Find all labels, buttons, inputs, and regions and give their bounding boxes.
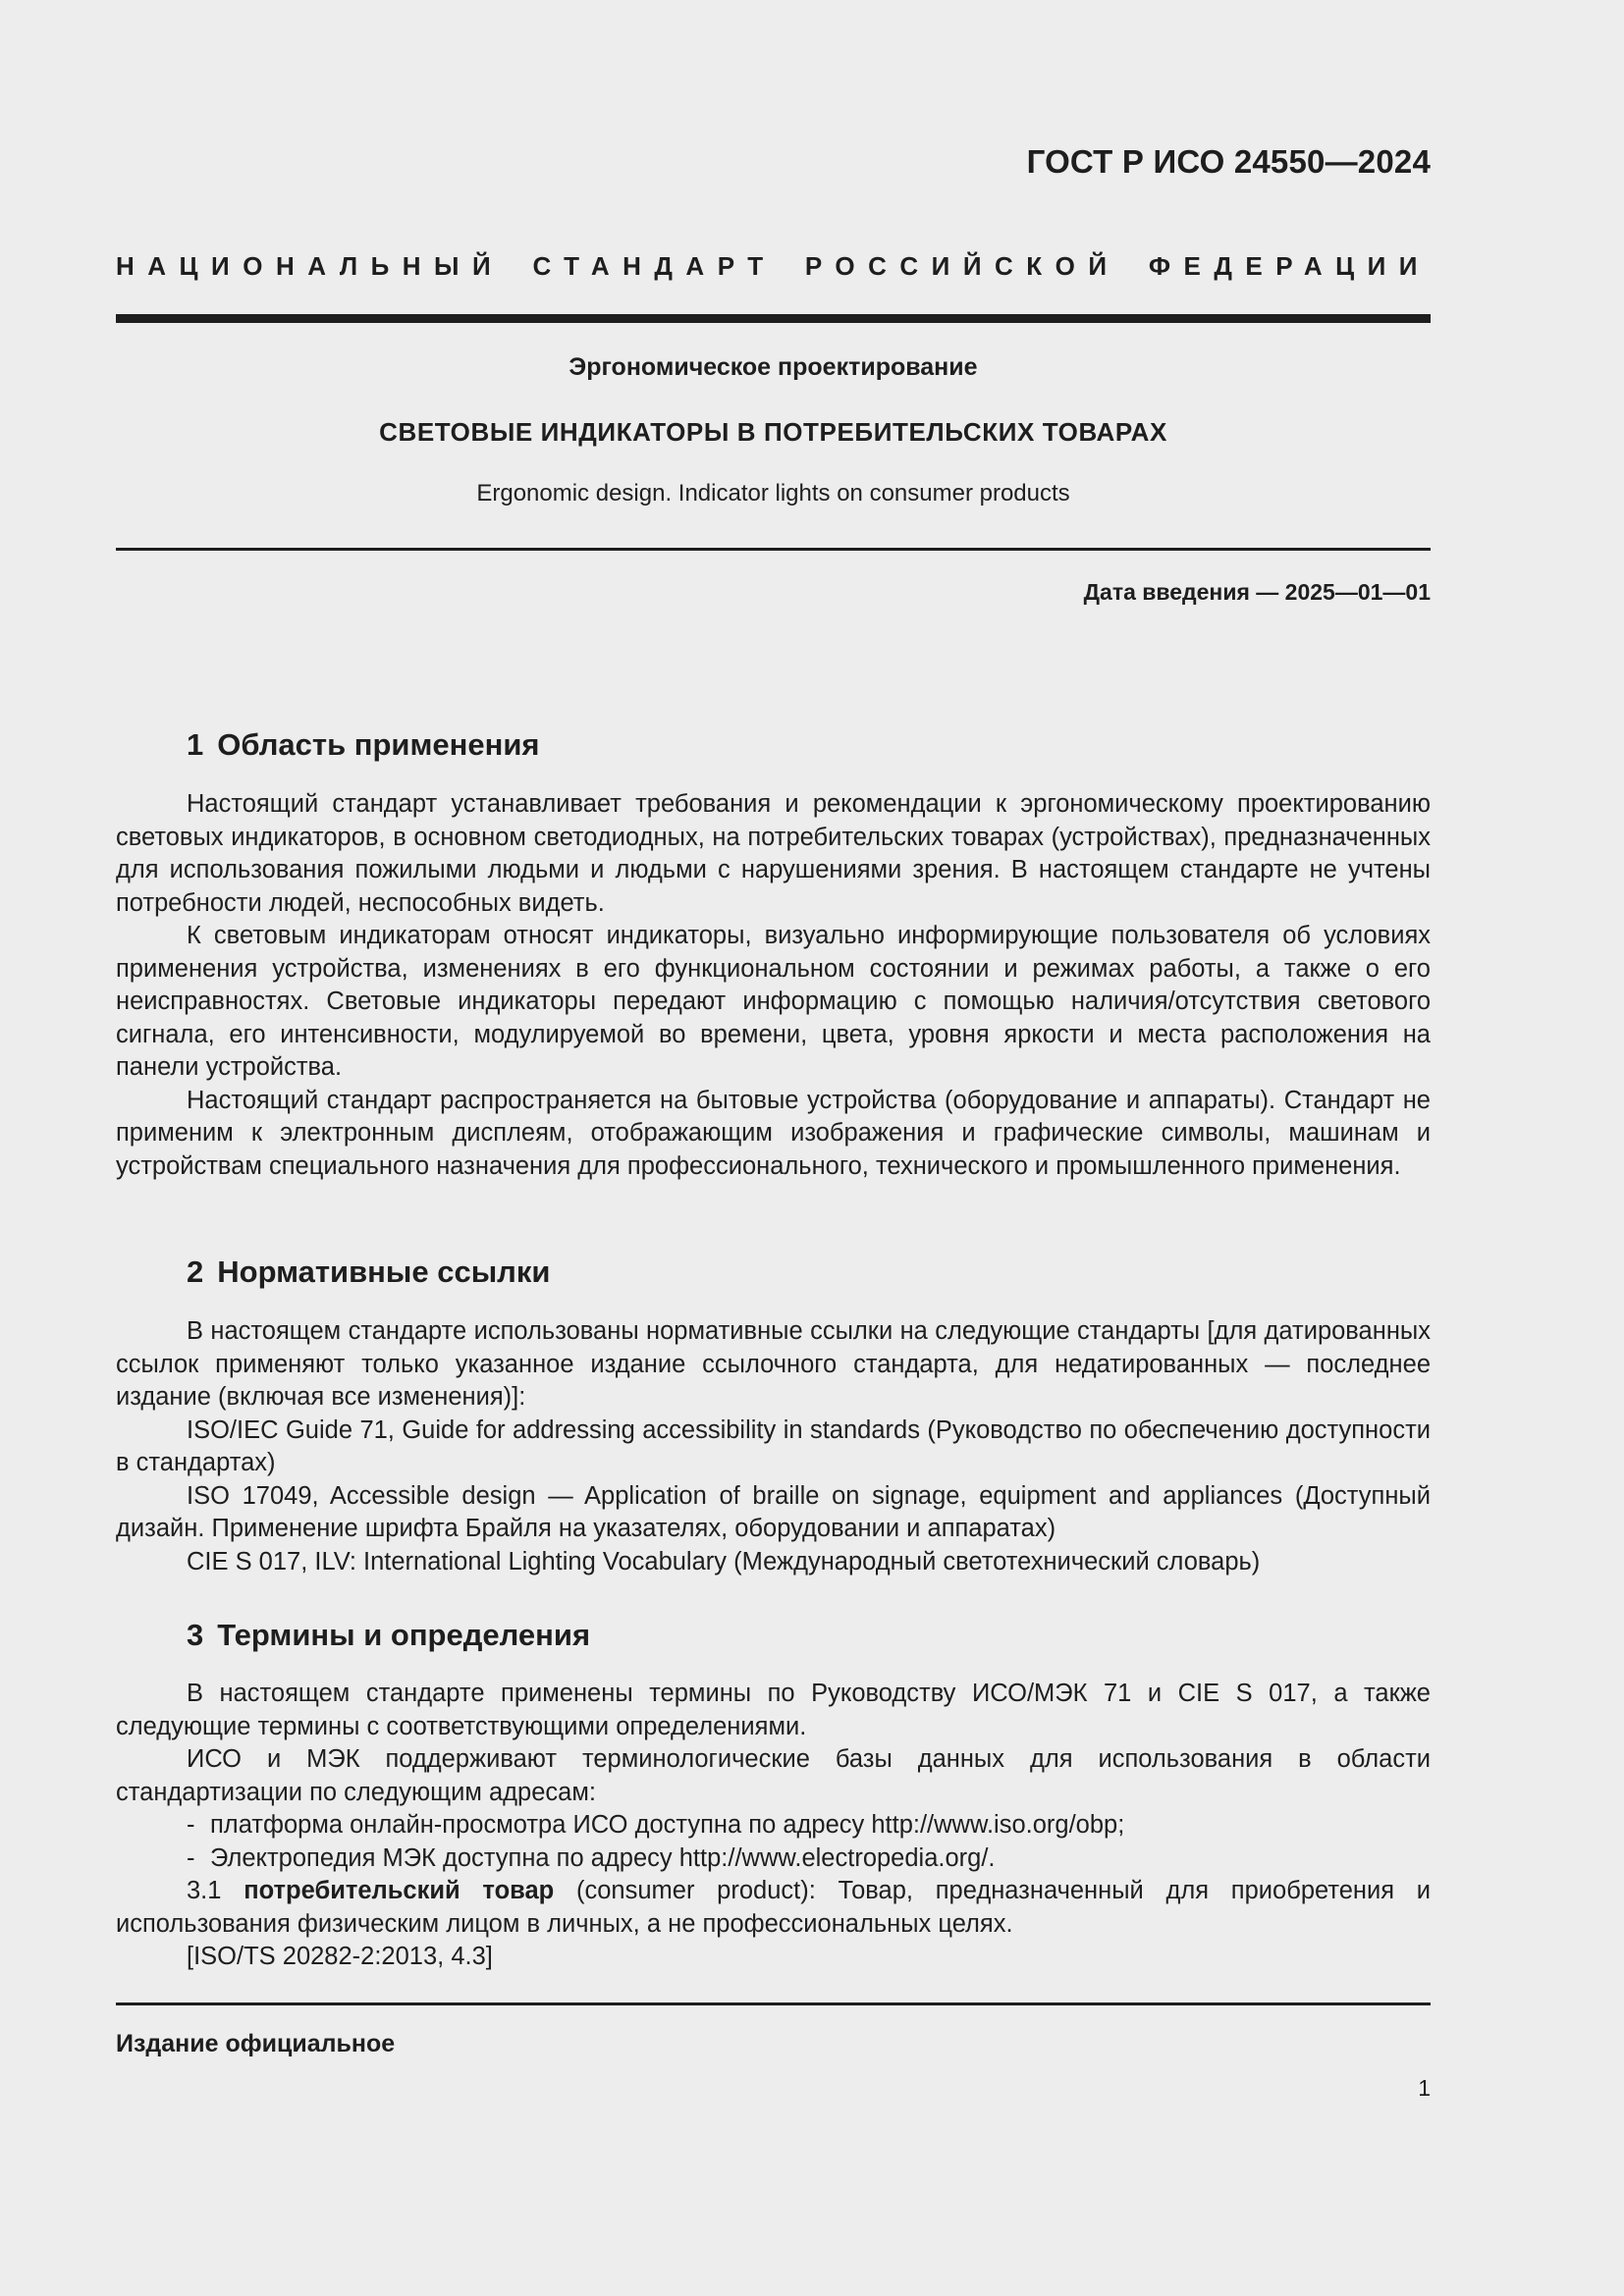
banner-word: ФЕДЕРАЦИИ bbox=[1148, 251, 1431, 281]
normative-reference: ISO 17049, Accessible design — Application of braille on signage, equipment and appliances (Доступный дизайн. Применение шрифта Брайля на указателях, оборудовании и аппаратах) bbox=[116, 1481, 1431, 1542]
paragraph: В настоящем стандарте применены термины по Руководству ИСО/МЭК 71 и CIE S 017, а также следующие термины с соответствующими определениями. bbox=[116, 1680, 1431, 1740]
section-number: 2 bbox=[187, 1255, 204, 1289]
header-divider bbox=[116, 314, 1431, 323]
banner-word: РОССИЙСКОЙ bbox=[804, 251, 1120, 281]
list-item: - Электропедия МЭК доступна по адресу http://www.electropedia.org/. bbox=[187, 1843, 996, 1872]
term-definition: (consumer product): Товар, предназначенный для приобретения и использования физическим лицом в личных, а не профессиональных целях. bbox=[116, 1877, 1432, 1938]
normative-reference: ISO/IEC Guide 71, Guide for addressing accessibility in standards (Руководство по обеспечению доступности в стандартах) bbox=[116, 1415, 1431, 1476]
section-number: 1 bbox=[187, 727, 204, 762]
term-source: [ISO/TS 20282-2:2013, 4.3] bbox=[187, 1943, 493, 1970]
section-body bbox=[116, 1315, 1431, 1578]
term-number: 3.1 bbox=[187, 1877, 222, 1904]
official-edition-label: Издание официальное bbox=[116, 2030, 396, 2057]
term-name: потребительский товар bbox=[244, 1877, 555, 1904]
list-item-text: Электропедия МЭК доступна по адресу http://www.electropedia.org/. bbox=[210, 1843, 996, 1872]
page-number: 1 bbox=[1418, 2075, 1431, 2101]
paragraph: ИСО и МЭК поддерживают терминологические базы данных для использования в области стандартизации по следующим адресам: bbox=[116, 1745, 1431, 1806]
list-item: - платформа онлайн-просмотра ИСО доступна по адресу http://www.iso.org/obp; bbox=[187, 1811, 1125, 1839]
standard-designation: ГОСТ Р ИСО 24550—2024 bbox=[1026, 143, 1431, 180]
section-body bbox=[116, 1678, 1431, 1974]
paragraph: В настоящем стандарте использованы нормативные ссылки на следующие стандарты [для датированных ссылок применяют только указанное издание ссылочного стандарта, для недатированных — последнее издание (включая все изменения)]: bbox=[116, 1317, 1431, 1411]
section-body bbox=[116, 788, 1431, 1183]
term-entry bbox=[116, 1875, 1431, 1941]
section-number: 3 bbox=[187, 1618, 204, 1652]
document-title: СВЕТОВЫЕ ИНДИКАТОРЫ В ПОТРЕБИТЕЛЬСКИХ ТОВАРАХ bbox=[379, 417, 1167, 447]
title-divider bbox=[116, 548, 1431, 551]
banner-word: СТАНДАРТ bbox=[532, 251, 777, 281]
paragraph: Настоящий стандарт распространяется на бытовые устройства (оборудование и аппараты). Стандарт не применим к электронным дисплеям, отображающим изображения и графические символы, машинам и устройствам специального назначения для профессионального, технического и промышленного применения. bbox=[116, 1086, 1431, 1180]
document-title-english: Ergonomic design. Indicator lights on consumer products bbox=[476, 480, 1070, 507]
paragraph: К световым индикаторам относят индикаторы, визуально информирующие пользователя об условиях применения устройства, изменениях в его функциональном состоянии и режимах работы, а также о его неисправностях. Световые индикаторы передают информацию с помощью наличия/отсутствия светового сигнала, его интенсивности, модулируемой во времени, цвета, уровня яркости и места расположения на панели устройства. bbox=[116, 922, 1431, 1081]
section-heading bbox=[187, 727, 540, 763]
section-heading bbox=[187, 1618, 590, 1653]
footer-divider bbox=[116, 2002, 1431, 2005]
list-item-text: платформа онлайн-просмотра ИСО доступна по адресу http://www.iso.org/obp; bbox=[210, 1811, 1125, 1839]
section-heading bbox=[187, 1255, 550, 1290]
normative-reference: CIE S 017, ILV: International Lighting Vocabulary (Международный светотехнический словарь) bbox=[187, 1547, 1261, 1575]
national-standard-banner bbox=[116, 251, 1431, 282]
paragraph: Настоящий стандарт устанавливает требования и рекомендации к эргономическому проектированию световых индикаторов, в основном светодиодных, на потребительских товарах (устройствах), предназначенных для использования пожилыми людьми и людьми с нарушениями зрения. В настоящем стандарте не учтены потребности людей, неспособных видеть. bbox=[116, 790, 1431, 917]
section-title: Нормативные ссылки bbox=[217, 1255, 551, 1289]
section-title: Область применения bbox=[217, 727, 540, 762]
banner-word: НАЦИОНАЛЬНЫЙ bbox=[116, 251, 505, 281]
introduction-date: Дата введения — 2025—01—01 bbox=[1083, 579, 1431, 605]
section-title: Термины и определения bbox=[217, 1618, 591, 1652]
document-subtitle: Эргономическое проектирование bbox=[568, 353, 978, 381]
